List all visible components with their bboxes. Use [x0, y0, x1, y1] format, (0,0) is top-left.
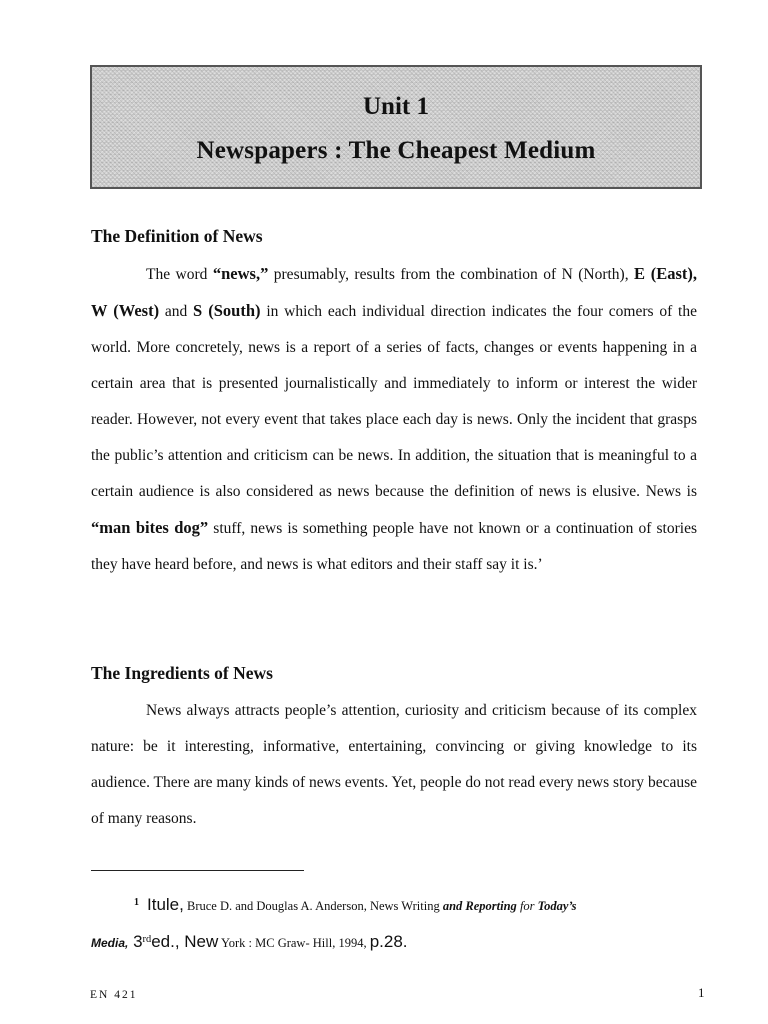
emphasis-news: “news,” — [212, 264, 269, 283]
emphasis-directions: E (East), W (West) — [91, 264, 698, 320]
text-run: rd — [142, 934, 152, 946]
definition-paragraph — [91, 256, 697, 583]
unit-title-banner — [90, 65, 702, 189]
page-number: 1 — [698, 985, 705, 1000]
text-run: News always attracts people’s attention, curiosity and criticism because of its complex nature: be it interesting, informative, entertaining, convincing or giving knowledge to its audience. There are many kinds of news events. Yet, people do not read every news story because of many reasons. — [91, 702, 697, 827]
section-heading-definition: The Definition of News — [91, 226, 263, 246]
ingredients-paragraph — [91, 693, 697, 837]
text-run: ed., New — [151, 932, 219, 952]
text-run: for — [516, 899, 538, 914]
text-run: stuff, news is something people have not known or a continuation of stories they have heard before, and news is what editors and their staff say it is.’ — [91, 520, 697, 573]
text-run: 3 — [128, 932, 143, 952]
text-run: p.28. — [369, 932, 408, 952]
text-run: Today’s — [537, 899, 577, 914]
text-run: and — [159, 303, 194, 320]
emphasis-man-bites-dog: “man bites dog” — [91, 518, 209, 537]
footnote-divider — [91, 870, 304, 871]
text-run: Bruce D. and Douglas A. Anderson, News Writing — [183, 899, 443, 914]
section-heading-ingredients: The Ingredients of News — [91, 663, 273, 683]
text-run: Media, — [91, 936, 129, 951]
footnote-mark: 1 — [134, 897, 139, 908]
text-run: and Reporting — [442, 899, 517, 914]
course-code: EN 421 — [90, 989, 138, 1001]
text-run: presumably, results from the combination of N (North), — [268, 266, 635, 283]
footnote-author: Itule, — [147, 895, 184, 915]
footnote — [91, 886, 697, 960]
unit-number: Unit 1 — [363, 93, 429, 120]
text-run: York : MC Graw- Hill, 1994, — [218, 936, 370, 951]
unit-title: Newspapers : The Cheapest Medium — [196, 137, 596, 164]
text-run: The word — [146, 266, 213, 283]
text-run: in which each individual direction indicates the four comers of the world. More concretely, news is a report of a series of facts, changes or events happening in a certain area that is presented journalistically and immediately to inform or interest the wider reader. However, not every event that takes place each day is news. Only the incident that grasps the public’s attention and criticism can be news. In addition, the situation that is meaningful to a certain audience is also considered as news because the definition of news is elusive. News is — [91, 303, 697, 500]
emphasis-south: S (South) — [193, 301, 261, 320]
